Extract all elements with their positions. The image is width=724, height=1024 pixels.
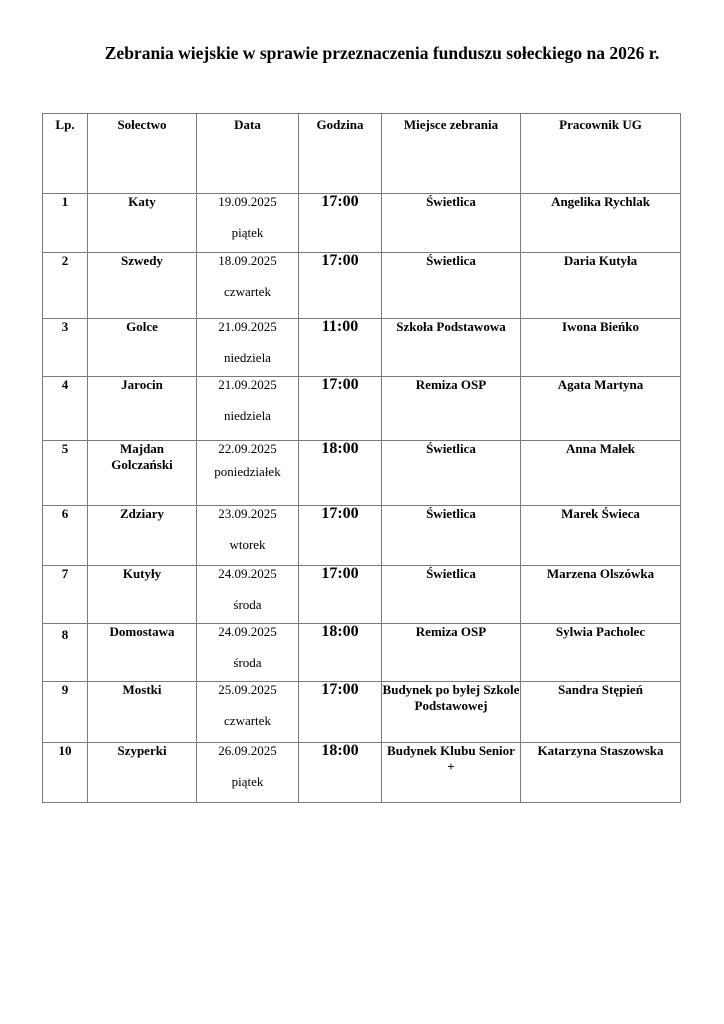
cell-pracownik: Sandra Stępień	[521, 682, 681, 743]
table-row	[43, 566, 681, 624]
cell-day: czwartek	[224, 713, 271, 728]
cell-data	[197, 566, 299, 624]
cell-lp: 1	[43, 194, 88, 253]
cell-pracownik: Marzena Olszówka	[521, 566, 681, 624]
cell-data	[197, 377, 299, 441]
cell-pracownik: Sylwia Pacholec	[521, 624, 681, 682]
table-row	[43, 441, 681, 506]
cell-godzina: 18:00	[299, 624, 382, 682]
cell-pracownik: Anna Małek	[521, 441, 681, 506]
cell-lp: 7	[43, 566, 88, 624]
meetings-table	[42, 113, 681, 803]
cell-godzina: 17:00	[299, 506, 382, 566]
cell-solectwo: Jarocin	[88, 377, 197, 441]
cell-pracownik: Marek Świeca	[521, 506, 681, 566]
cell-lp: 5	[43, 441, 88, 506]
cell-data	[197, 253, 299, 319]
cell-lp: 8	[43, 624, 88, 682]
cell-pracownik: Angelika Rychlak	[521, 194, 681, 253]
header-pracownik: Pracownik UG	[521, 114, 681, 194]
cell-miejsce: Świetlica	[382, 566, 521, 624]
cell-miejsce: Świetlica	[382, 441, 521, 506]
cell-day: piątek	[231, 225, 264, 240]
cell-date: 26.09.2025	[218, 743, 277, 758]
header-lp: Lp.	[43, 114, 88, 194]
cell-data	[197, 506, 299, 566]
cell-godzina: 17:00	[299, 377, 382, 441]
cell-pracownik: Iwona Bieńko	[521, 319, 681, 377]
cell-lp: 9	[43, 682, 88, 743]
table-row	[43, 682, 681, 743]
cell-miejsce: Świetlica	[382, 506, 521, 566]
cell-miejsce: Szkoła Podstawowa	[382, 319, 521, 377]
cell-solectwo: Kutyły	[88, 566, 197, 624]
table-row	[43, 743, 681, 803]
cell-data	[197, 441, 299, 506]
header-data: Data	[197, 114, 299, 194]
table-row	[43, 506, 681, 566]
cell-godzina: 18:00	[299, 441, 382, 506]
cell-miejsce: Budynek po byłej Szkole Podstawowej	[382, 682, 521, 743]
cell-lp: 6	[43, 506, 88, 566]
cell-data	[197, 624, 299, 682]
cell-pracownik: Agata Martyna	[521, 377, 681, 441]
cell-miejsce: Budynek Klubu Senior +	[382, 743, 521, 803]
table-row	[43, 377, 681, 441]
cell-solectwo: Golce	[88, 319, 197, 377]
cell-date: 23.09.2025	[218, 506, 277, 521]
cell-date: 22.09.2025	[218, 441, 277, 456]
cell-pracownik: Daria Kutyła	[521, 253, 681, 319]
cell-godzina: 17:00	[299, 253, 382, 319]
cell-date: 21.09.2025	[218, 319, 277, 334]
cell-day: środa	[233, 597, 262, 612]
header-solectwo: Sołectwo	[88, 114, 197, 194]
table-row	[43, 624, 681, 682]
cell-data	[197, 743, 299, 803]
cell-date: 18.09.2025	[218, 253, 277, 268]
cell-solectwo: Zdziary	[88, 506, 197, 566]
cell-miejsce: Remiza OSP	[382, 377, 521, 441]
cell-miejsce: Świetlica	[382, 253, 521, 319]
cell-lp: 10	[43, 743, 88, 803]
cell-godzina: 18:00	[299, 743, 382, 803]
cell-day: niedziela	[224, 408, 271, 423]
cell-day: poniedziałek	[214, 464, 281, 479]
table-row	[43, 319, 681, 377]
table-row	[43, 253, 681, 319]
cell-godzina: 11:00	[299, 319, 382, 377]
cell-pracownik: Katarzyna Staszowska	[521, 743, 681, 803]
cell-data	[197, 682, 299, 743]
cell-date: 21.09.2025	[218, 377, 277, 392]
cell-solectwo: Domostawa	[88, 624, 197, 682]
header-miejsce: Miejsce zebrania	[382, 114, 521, 194]
cell-solectwo: Szwedy	[88, 253, 197, 319]
cell-solectwo: Katy	[88, 194, 197, 253]
cell-date: 24.09.2025	[218, 566, 277, 581]
table-header-row	[43, 114, 681, 194]
cell-data	[197, 194, 299, 253]
document-title: Zebrania wiejskie w sprawie przeznaczenia funduszu sołeckiego na 2026 r.	[104, 43, 660, 63]
cell-day: czwartek	[224, 284, 271, 299]
cell-miejsce: Remiza OSP	[382, 624, 521, 682]
cell-data	[197, 319, 299, 377]
cell-day: wtorek	[229, 537, 266, 552]
cell-lp: 4	[43, 377, 88, 441]
cell-solectwo: Mostki	[88, 682, 197, 743]
cell-solectwo: Majdan Golczański	[88, 441, 197, 506]
cell-godzina: 17:00	[299, 682, 382, 743]
cell-lp: 2	[43, 253, 88, 319]
cell-day: niedziela	[224, 350, 271, 365]
cell-date: 24.09.2025	[218, 624, 277, 639]
cell-godzina: 17:00	[299, 566, 382, 624]
cell-day: środa	[233, 655, 262, 670]
cell-date: 19.09.2025	[218, 194, 277, 209]
table-row	[43, 194, 681, 253]
cell-date: 25.09.2025	[218, 682, 277, 697]
cell-miejsce: Świetlica	[382, 194, 521, 253]
cell-godzina: 17:00	[299, 194, 382, 253]
cell-solectwo: Szyperki	[88, 743, 197, 803]
cell-lp: 3	[43, 319, 88, 377]
header-godzina: Godzina	[299, 114, 382, 194]
cell-day: piątek	[231, 774, 264, 789]
